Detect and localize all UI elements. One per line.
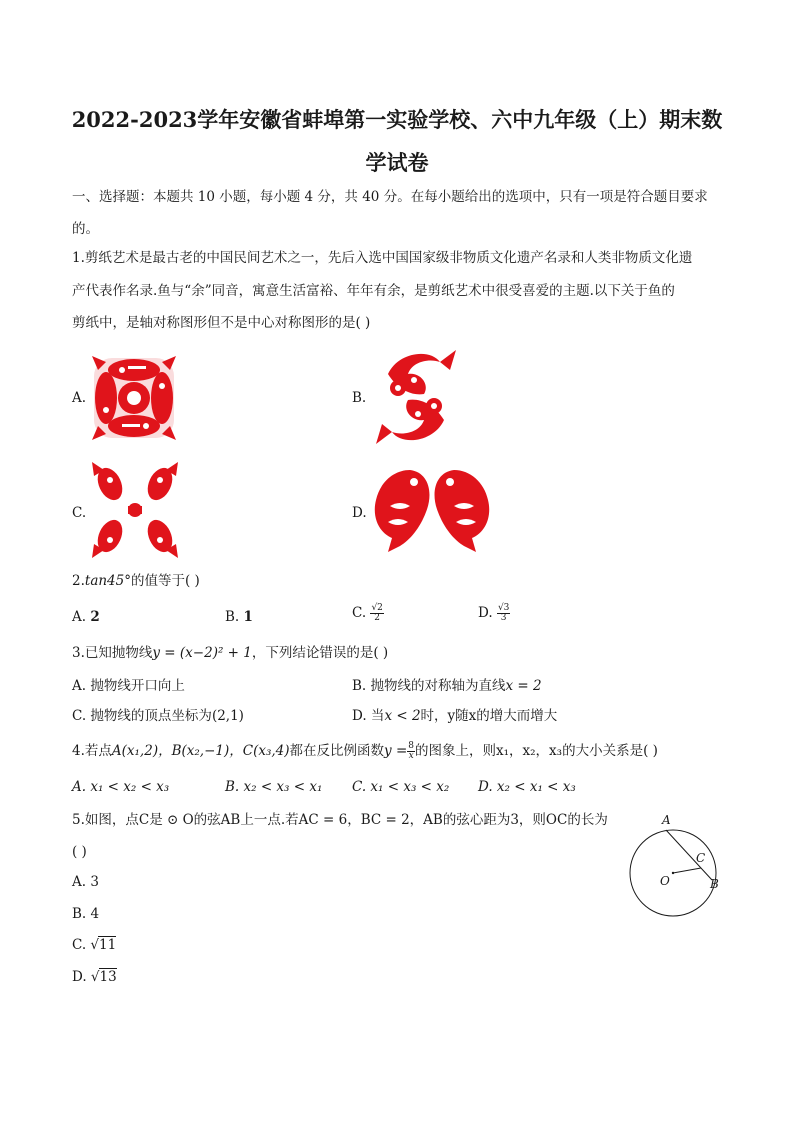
q3-option-b: B. 抛物线的对称轴为直线x = 2 xyxy=(352,678,542,694)
q3-option-a: A. 抛物线开口向上 xyxy=(72,678,185,694)
q5-option-a: A. 3 xyxy=(72,874,99,890)
label-a: A xyxy=(662,813,671,827)
q5-option-c: C. √11 xyxy=(72,937,117,953)
q4-option-c: C. x₁ < x₃ < x₂ xyxy=(352,779,450,795)
q4-points: A(x₁,2)，B(x₂,−1)，C(x₃,4) xyxy=(111,743,290,759)
q2-d-fraction: $\frac{√3}{3}$ xyxy=(497,603,510,623)
q2-option-c: C. $\frac{√2}{2}$ xyxy=(352,603,383,623)
q1-option-d-label: D. xyxy=(352,505,367,521)
q2-formula: tan45° xyxy=(84,573,131,589)
q4-option-d: D. x₂ < x₁ < x₃ xyxy=(478,779,576,795)
q1-line-1: 1.剪纸艺术是最古老的中国民间艺术之一，先后入选中国国家级非物质文化遗产名录和人类非物质文化遗 xyxy=(72,250,693,266)
q5-option-b: B. 4 xyxy=(72,906,100,922)
segment-oc xyxy=(673,868,701,873)
q1-line-2: 产代表作名录.鱼与“余”同音，寓意生活富裕、年年有余，是剪纸艺术中很受喜爱的主题.以下关于鱼的 xyxy=(72,282,675,299)
paper-cut-fish-square-image xyxy=(88,352,180,444)
label-c: C xyxy=(696,851,706,865)
section-instructions xyxy=(72,181,722,245)
q1-option-c-label: C. xyxy=(72,505,87,521)
q5-option-d: D. √13 xyxy=(72,969,117,985)
question-2-stem xyxy=(72,573,200,590)
section-line-2: 的。 xyxy=(72,221,99,237)
q1-option-b-label: B. xyxy=(352,390,367,406)
paper-cut-four-fish-image xyxy=(88,462,182,558)
q2-option-a: A. 2 xyxy=(72,609,100,625)
q2-number: 2. xyxy=(72,573,85,589)
q1-option-a-label: A. xyxy=(72,390,87,406)
page-title xyxy=(60,98,734,184)
q1-line-3: 剪纸中，是轴对称图形但不是中心对称图形的是( ) xyxy=(72,315,371,331)
q3-formula: y = (x−2)² + 1 xyxy=(152,645,252,661)
label-o: O xyxy=(660,874,670,888)
paper-cut-fish-circle-image xyxy=(368,344,464,450)
title-line-2: 学试卷 xyxy=(365,150,429,175)
q5-circle-figure xyxy=(620,810,730,920)
title-line-1: 2022-2023学年安徽省蚌埠第一实验学校、六中九年级（上）期末数 xyxy=(71,107,723,132)
question-4-stem: 4.若点A(x₁,2)，B(x₂,−1)，C(x₃,4)都在反比例函数y = $\frac{8}{x}$ 的图象上，则x₁，x₂，x₃的大小关系是( ) xyxy=(72,741,658,761)
q2-option-b: B. 1 xyxy=(225,609,253,625)
label-b: B xyxy=(710,877,719,891)
question-3-stem: 3.已知抛物线y = (x−2)² + 1，下列结论错误的是( ) xyxy=(72,645,389,661)
q2-option-d: D. $\frac{√3}{3}$ xyxy=(478,603,510,623)
question-5-stem: 5.如图，点C是 ⊙ O的弦AB上一点.若AC = 6，BC = 2，AB的弦心距为3，则OC的长为 xyxy=(72,812,608,828)
q4-option-a: A. x₁ < x₂ < x₃ xyxy=(72,779,170,795)
q4-option-b: B. x₂ < x₃ < x₁ xyxy=(225,779,323,795)
q4-fraction: $\frac{8}{x}$ xyxy=(408,741,414,761)
q2-suffix: 的值等于( ) xyxy=(131,573,200,589)
q3-option-d: D. 当x < 2时，y随x的增大而增大 xyxy=(352,708,558,724)
q3-option-c: C. 抛物线的顶点坐标为(2,1) xyxy=(72,708,244,724)
question-1-stem xyxy=(72,242,722,340)
paper-cut-koi-pair-image xyxy=(370,466,494,554)
q2-c-fraction: $\frac{√2}{2}$ xyxy=(371,603,383,623)
q5-paren: ( ) xyxy=(72,844,87,860)
section-line-1: 一、选择题：本题共 10 小题，每小题 4 分，共 40 分。在每小题给出的选项中，只有一项是符合题目要求 xyxy=(72,189,708,205)
